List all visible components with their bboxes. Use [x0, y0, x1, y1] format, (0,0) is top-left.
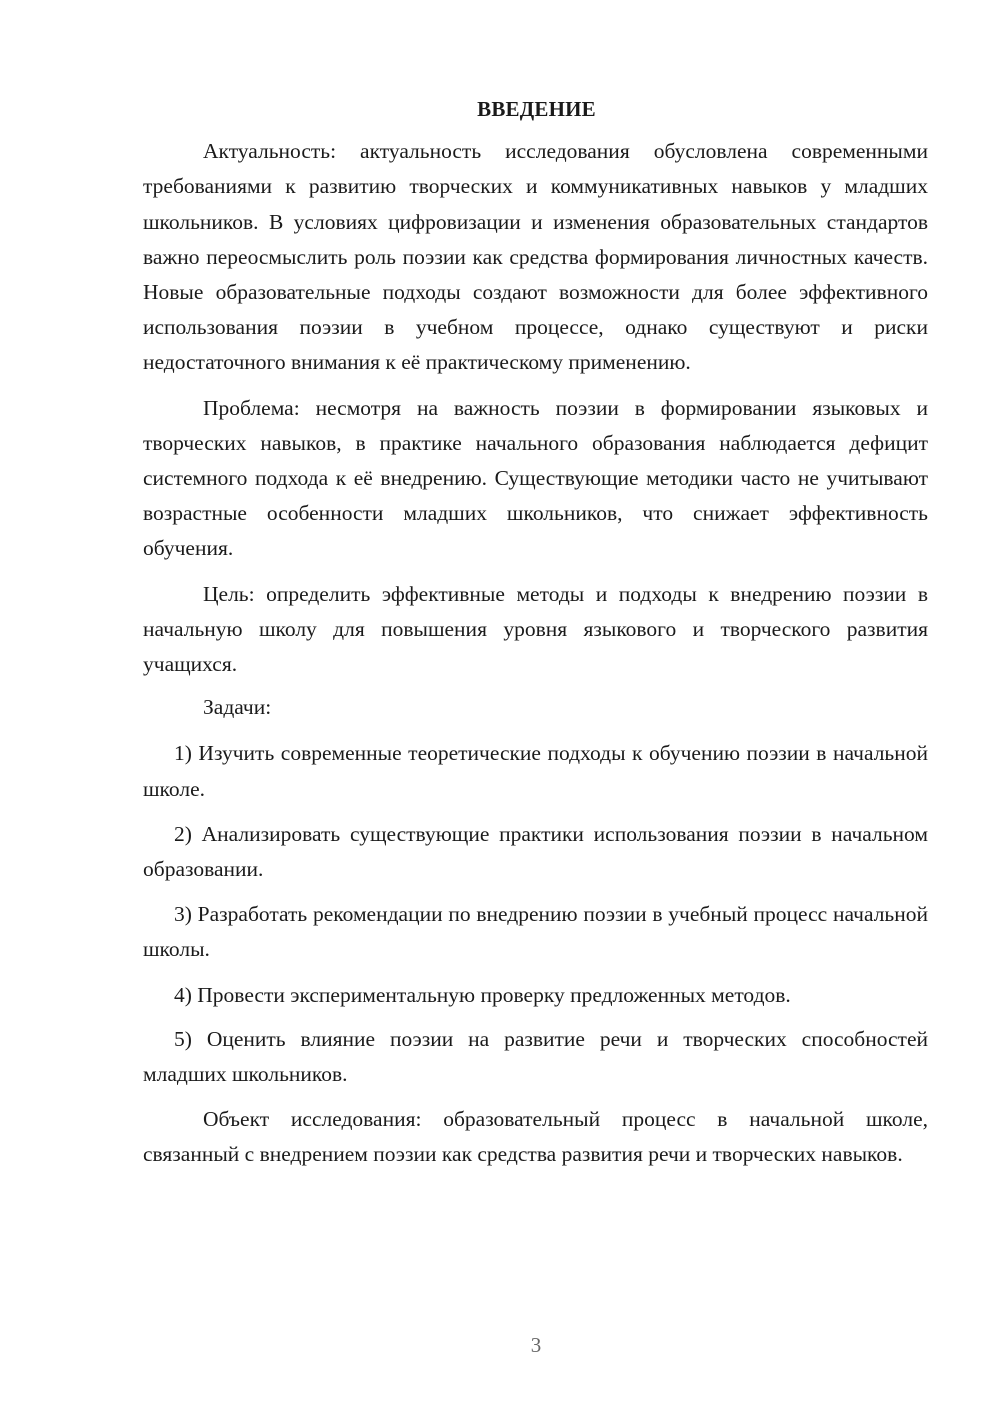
problem-paragraph: Проблема: несмотря на важность поэзии в формировании языковых и творческих навыков, в практике начального образования наблюдается дефицит системного подхода к её внедрению. Существующие методики часто не учитывают возрастные особенности младших школьников, что снижает эффективность обучения. [143, 395, 928, 561]
object-paragraph: Объект исследования: образовательный процесс в начальной школе, связанный с внедрением поэзии как средства развития речи и творческих навыков. [143, 1107, 928, 1167]
task-item: 3) Разработать рекомендации по внедрению поэзии в учебный процесс начальной школы. [143, 902, 928, 962]
tasks-label: Задачи: [203, 695, 272, 720]
task-item: 2) Анализировать существующие практики использования поэзии в начальном образовании. [143, 821, 928, 882]
relevance-paragraph: Актуальность: актуальность исследования обусловлена современными требованиями к развитию творческих и коммуникативных навыков у младших школьников. В условиях цифровизации и изменения образовательных стандартов важно переосмыслить роль поэзии как средства формирования личностных качеств. Новые образовательные подходы создают возможности для более эффективного использования поэзии в учебном процессе, однако существуют и риски недостаточного внимания к её практическому применению. [143, 139, 928, 375]
document-page [143, 92, 928, 1183]
page-number: 3 [530, 1333, 542, 1357]
goal-paragraph: Цель: определить эффективные методы и подходы к внедрению поэзии в начальную школу для повышения уровня языкового и творческого развития учащихся. [143, 581, 928, 677]
section-title: ВВЕДЕНИЕ [477, 97, 596, 121]
tasks-list [143, 736, 928, 1092]
task-item: 1) Изучить современные теоретические подходы к обучению поэзии в начальной школе. [143, 741, 928, 801]
task-item: 4) Провести экспериментальную проверку предложенных методов. [174, 982, 791, 1007]
task-item: 5) Оценить влияние поэзии на развитие речи и творческих способностей младших школьников. [143, 1026, 928, 1087]
